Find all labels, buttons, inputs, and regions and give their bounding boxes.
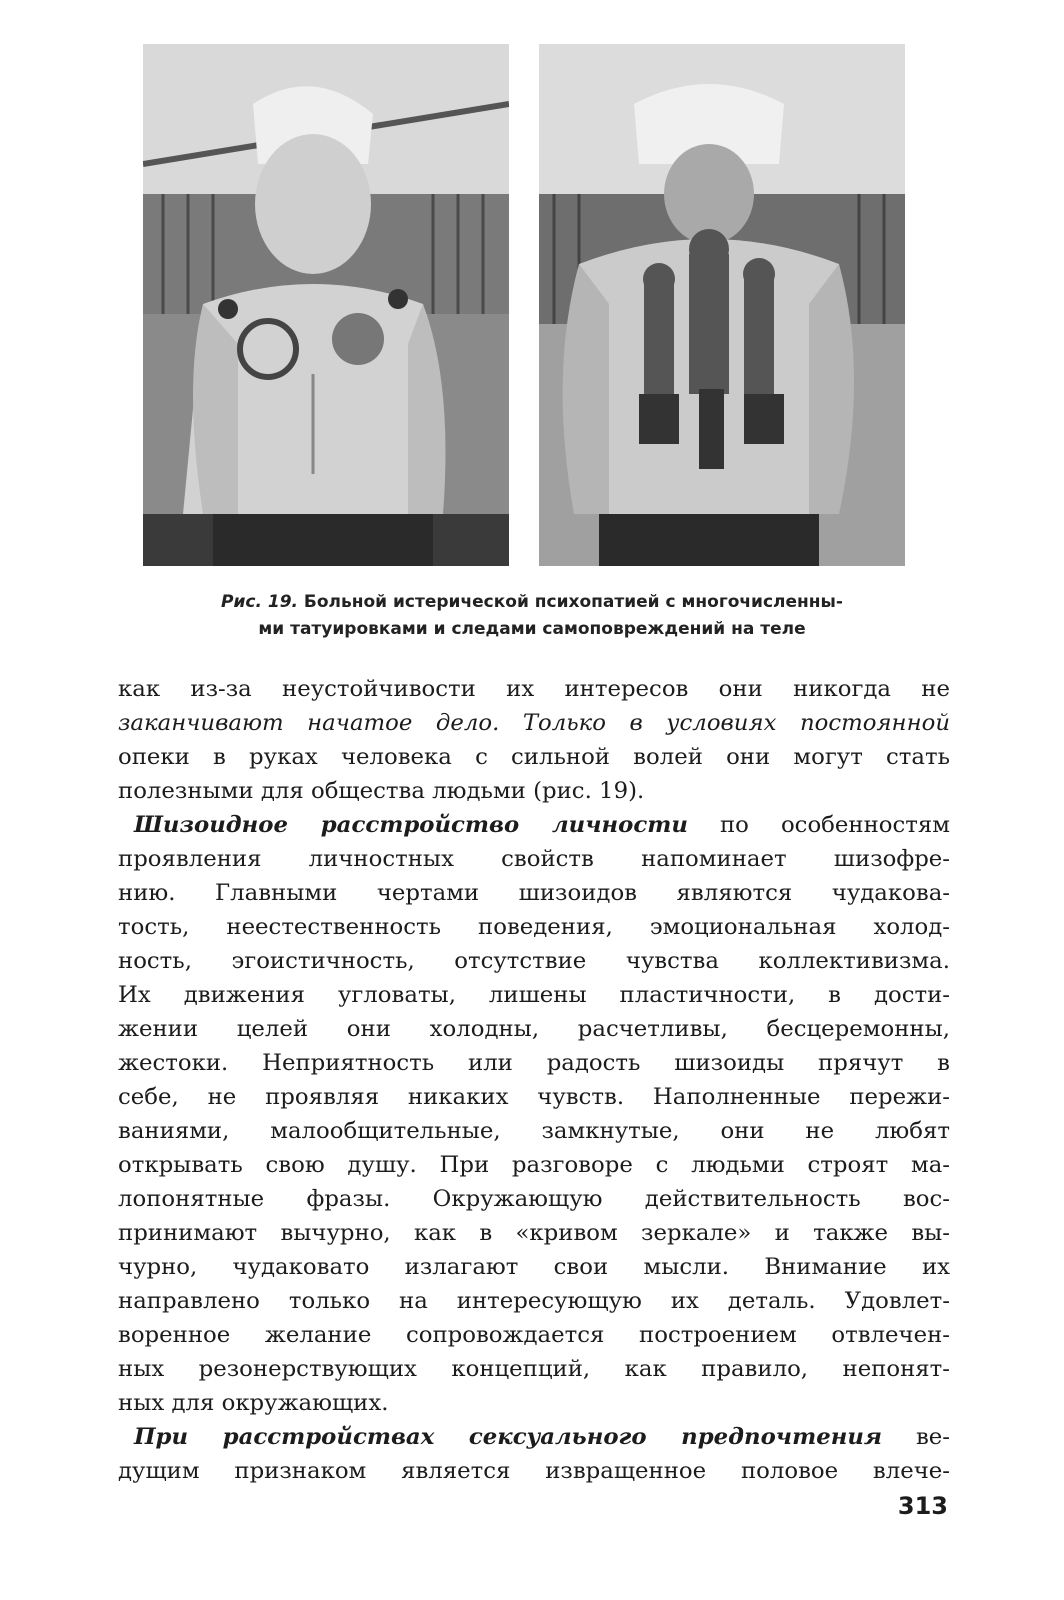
text-line: как из-за неустойчивости их интересов они никогда не [118, 676, 950, 702]
patient-back-photo [539, 44, 905, 566]
text-line: принимают вычурно, как в «кривом зеркале» и также вы- [118, 1220, 950, 1246]
paragraph-start-line [118, 1420, 950, 1454]
figure-19 [143, 44, 905, 566]
text-line: жестоки. Неприятность или радость шизоиды прячут в [118, 1050, 950, 1076]
text-line: полезными для общества людьми (рис. 19). [118, 778, 645, 804]
body-text [118, 672, 950, 1488]
text-line: открывать свою душу. При разговоре с людьми строят ма- [118, 1152, 950, 1178]
text-line: дущим признаком является извращенное половое влече- [118, 1458, 950, 1484]
term-sexual-preference: При расстройствах сексуального предпочтения [134, 1424, 883, 1450]
text-fragment: по особенностям [687, 812, 950, 838]
page-number: 313 [897, 1492, 948, 1520]
caption-line-1: Больной истерической психопатией с многочисленны- [303, 592, 843, 612]
patient-back-image [539, 44, 905, 566]
figure-label: Рис. 19. [221, 592, 298, 612]
text-line: ных резонерствующих концепций, как правило, непонят- [118, 1356, 950, 1382]
text-fragment: ве- [882, 1424, 950, 1450]
text-line: направлено только на интересующую их деталь. Удовлет- [118, 1288, 950, 1314]
text-line: Их движения угловаты, лишены пластичности, в дости- [118, 982, 950, 1008]
text-line: тость, неестественность поведения, эмоциональная холод- [118, 914, 950, 940]
text-line: ваниями, малообщительные, замкнутые, они не любят [118, 1118, 950, 1144]
text-line: ных для окружающих. [118, 1390, 389, 1416]
text-line: нию. Главными чертами шизоидов являются чудакова- [118, 880, 950, 906]
text-line: жении целей они холодны, расчетливы, бесцеремонны, [118, 1016, 950, 1042]
text-line: себе, не проявляя никаких чувств. Наполненные пережи- [118, 1084, 950, 1110]
text-line: лопонятные фразы. Окружающую действительность вос- [118, 1186, 950, 1212]
text-line: заканчивают начатое дело. Только в условиях постоянной [118, 710, 950, 736]
patient-front-image [143, 44, 509, 566]
patient-front-photo [143, 44, 509, 566]
text-line: чурно, чудаковато излагают свои мысли. Внимание их [118, 1254, 950, 1280]
term-schizoid: Шизоидное расстройство личности [134, 812, 688, 838]
text-line: ность, эгоистичность, отсутствие чувства коллективизма. [118, 948, 950, 974]
text-line: воренное желание сопровождается построением отвлечен- [118, 1322, 950, 1348]
figure-caption [120, 589, 944, 643]
paragraph-start-line [118, 808, 950, 842]
text-line: опеки в руках человека с сильной волей они могут стать [118, 744, 950, 770]
caption-line-2: ми татуировками и следами самоповреждений на теле [258, 619, 806, 639]
text-line: проявления личностных свойств напоминает шизофре- [118, 846, 950, 872]
